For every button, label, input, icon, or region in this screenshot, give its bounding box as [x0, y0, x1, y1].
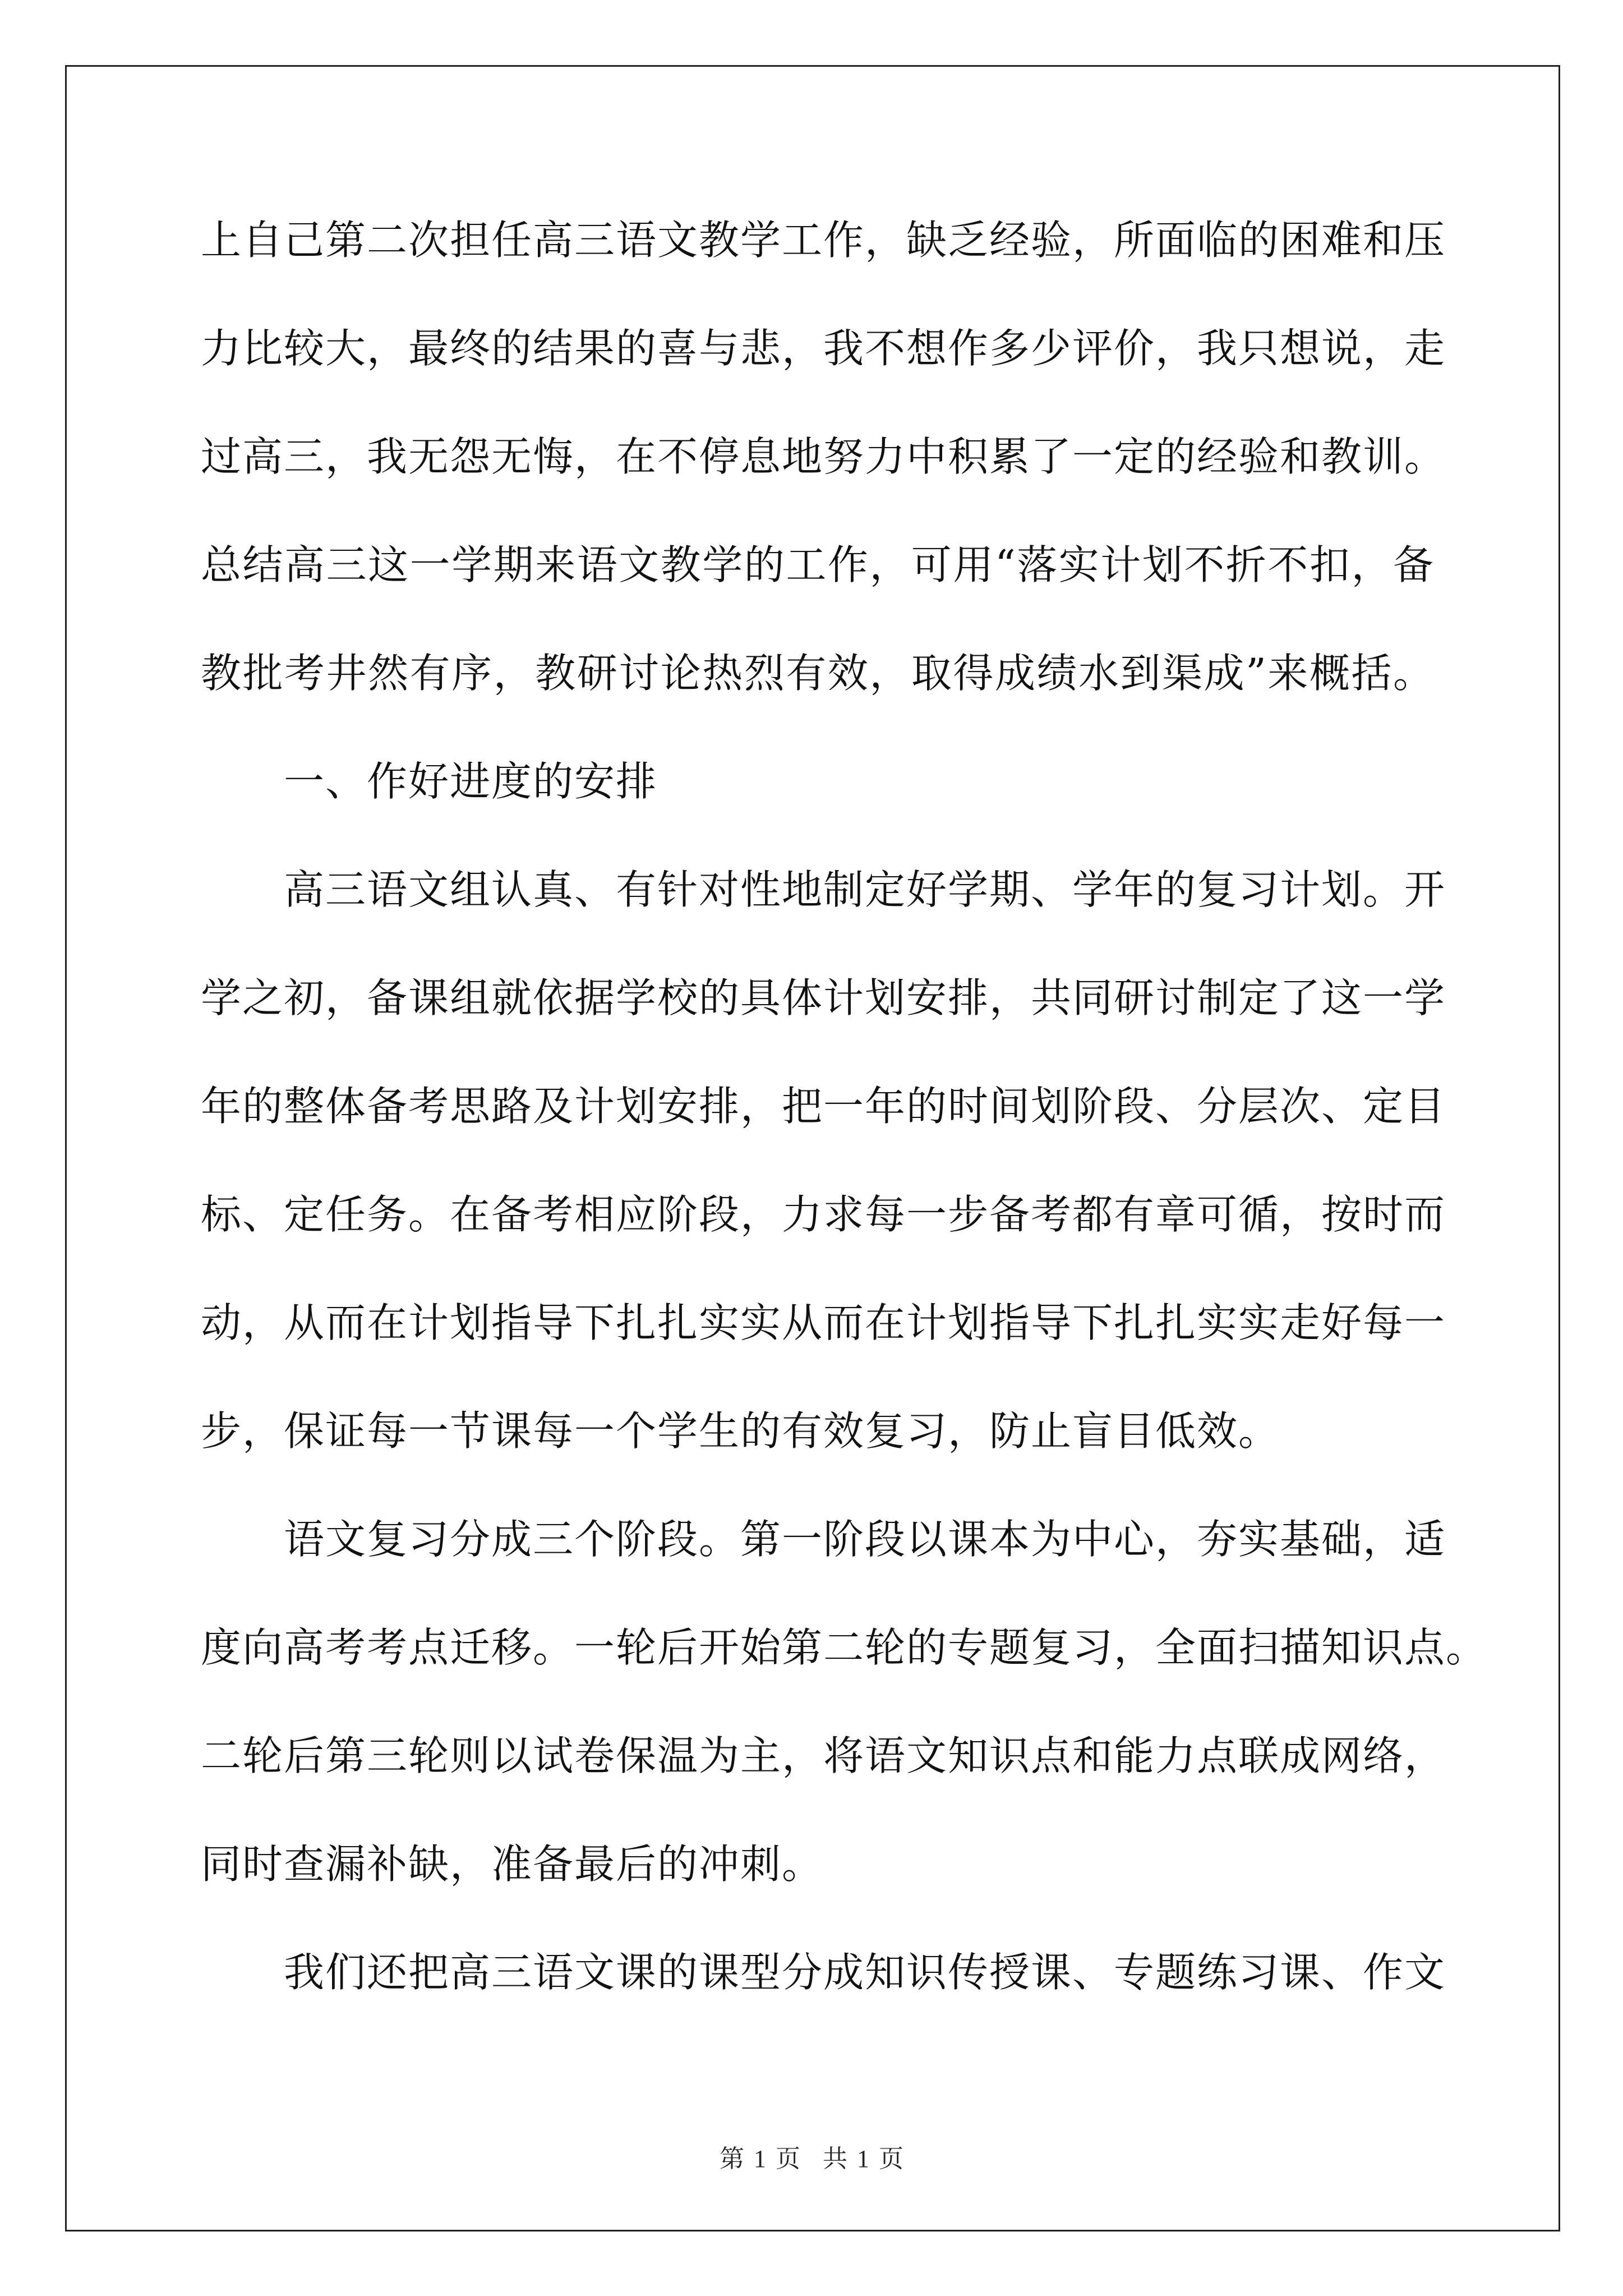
- text-line: [201, 1515, 1446, 1623]
- text-line: [201, 1407, 1435, 1515]
- text-line-content: 同时查漏补缺，准备最后的冲刺。: [201, 1841, 824, 1888]
- text-line: [201, 1082, 1446, 1190]
- text-line: [201, 1299, 1446, 1407]
- text-line-content: 过高三，我无怨无悔，在不停息地努力中积累了一定的经验和教训。: [201, 433, 1446, 480]
- text-line: [201, 1840, 1435, 1948]
- text-line: [201, 757, 1435, 866]
- text-line-content: 高三语文组认真、有针对性地制定好学期、学年的复习计划。开: [284, 866, 1446, 913]
- text-line: [201, 1623, 1488, 1732]
- text-line: [201, 541, 1435, 649]
- text-line-content: 动，从而在计划指导下扎扎实实从而在计划指导下扎扎实实走好每一: [201, 1299, 1446, 1346]
- text-line-content: 上自己第二次担任高三语文教学工作，缺乏经验，所面临的困难和压: [201, 217, 1446, 264]
- text-line-content: 力比较大，最终的结果的喜与悲，我不想作多少评价，我只想说，走: [201, 325, 1446, 372]
- text-line: [201, 974, 1446, 1082]
- text-line-content: 标、定任务。在备考相应阶段，力求每一步备考都有章可循，按时而: [201, 1191, 1446, 1238]
- text-line-content: 一、作好进度的安排: [284, 758, 658, 805]
- page-number-current: 第 1 页: [720, 2145, 800, 2173]
- text-line: [201, 1732, 1446, 1840]
- text-line: [201, 1190, 1446, 1299]
- text-line-content: 教批考井然有序，教研讨论热烈有效，取得成绩水到渠成”来概括。: [201, 650, 1435, 697]
- page-number-total: 共 1 页: [823, 2145, 903, 2173]
- text-line: [201, 1948, 1446, 2056]
- text-line: [201, 216, 1446, 324]
- document-body: [201, 216, 1488, 2056]
- text-line: [201, 866, 1446, 974]
- text-line-content: 二轮后第三轮则以试卷保温为主，将语文知识点和能力点联成网络，: [201, 1732, 1446, 1779]
- text-line: [201, 432, 1446, 541]
- text-line-content: 我们还把高三语文课的课型分成知识传授课、专题练习课、作文: [284, 1949, 1446, 1996]
- text-line-content: 度向高考考点迁移。一轮后开始第二轮的专题复习，全面扫描知识点。: [201, 1624, 1488, 1671]
- text-line-content: 总结高三这一学期来语文教学的工作，可用“落实计划不折不扣，备: [201, 541, 1435, 588]
- text-line-content: 学之初，备课组就依据学校的具体计划安排，共同研讨制定了这一学: [201, 974, 1446, 1022]
- text-line-content: 年的整体备考思路及计划安排，把一年的时间划阶段、分层次、定目: [201, 1083, 1446, 1130]
- text-line: [201, 649, 1435, 757]
- text-line: [201, 324, 1446, 432]
- text-line-content: 步，保证每一节课每一个学生的有效复习，防止盲目低效。: [201, 1407, 1280, 1455]
- text-line-content: 语文复习分成三个阶段。第一阶段以课本为中心，夯实基础，适: [284, 1516, 1446, 1563]
- page-footer: [0, 2138, 1623, 2174]
